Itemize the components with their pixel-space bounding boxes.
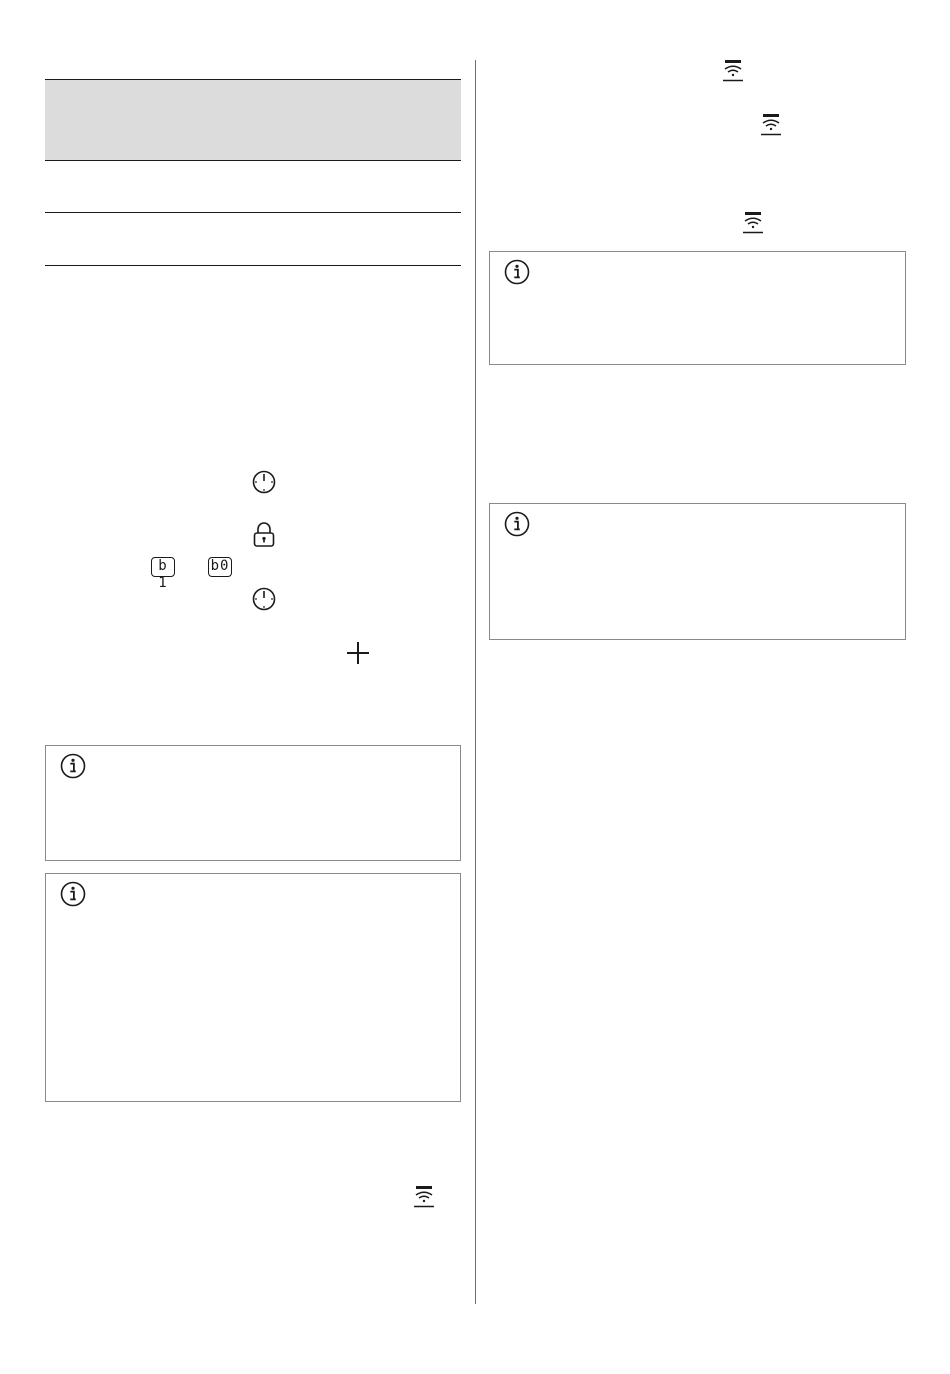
lock-icon [252, 522, 276, 548]
hob-to-hood-icon [760, 114, 782, 136]
hob-to-hood-icon [742, 212, 764, 234]
hob-to-hood-icon [413, 1186, 435, 1208]
hob-to-hood-icon [722, 60, 744, 82]
info-icon [60, 881, 86, 907]
info-box [45, 873, 461, 1102]
display-b0-icon: b0 [208, 557, 232, 577]
table-header [45, 79, 461, 161]
clock-icon [252, 470, 276, 494]
table-bottom-border [45, 265, 461, 266]
plus-icon [346, 641, 370, 665]
info-box [489, 251, 906, 365]
info-icon [504, 259, 530, 285]
column-divider [475, 60, 476, 1304]
info-icon [60, 753, 86, 779]
info-box [45, 745, 461, 861]
display-b1-icon: b 1 [151, 557, 175, 577]
clock-icon [252, 587, 276, 611]
table-row-divider [45, 212, 461, 213]
info-icon [504, 511, 530, 537]
info-box [489, 503, 906, 640]
